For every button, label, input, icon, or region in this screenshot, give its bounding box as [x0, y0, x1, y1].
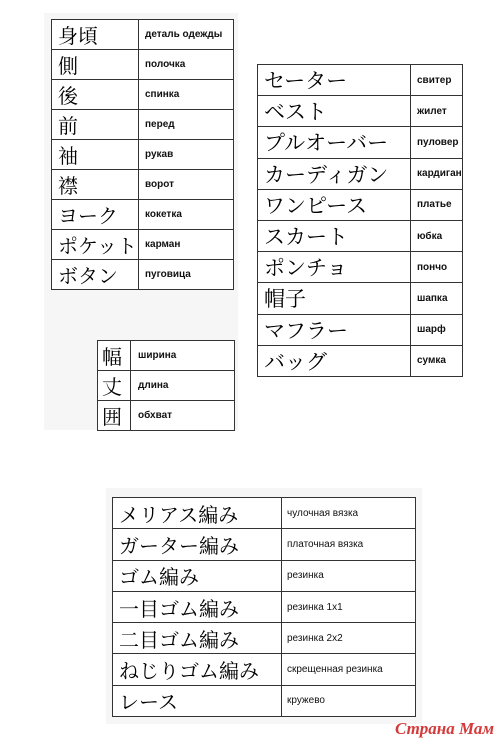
russian-translation: ширина — [131, 341, 235, 371]
table-row — [258, 345, 463, 376]
japanese-term: 一目ゴム編み — [113, 591, 282, 622]
table-row — [113, 498, 416, 529]
japanese-term: プルオーバー — [258, 127, 411, 158]
russian-translation: спинка — [139, 80, 234, 110]
table-row — [52, 110, 234, 140]
japanese-term: 幅 — [98, 341, 131, 371]
stitches-rows — [113, 498, 416, 717]
russian-translation: юбка — [411, 220, 463, 251]
japanese-term: ゴム編み — [113, 560, 282, 591]
watermark-logo: Страна Мам — [394, 719, 494, 738]
japanese-term: 帽子 — [258, 283, 411, 314]
table-row — [52, 20, 234, 50]
japanese-term: マフラー — [258, 314, 411, 345]
table-row — [52, 200, 234, 230]
japanese-term: スカート — [258, 220, 411, 251]
russian-translation: обхват — [131, 401, 235, 431]
russian-translation: пуговица — [139, 260, 234, 290]
japanese-term: ワンピース — [258, 189, 411, 220]
russian-translation: деталь одежды — [139, 20, 234, 50]
russian-translation: платье — [411, 189, 463, 220]
measurements-rows — [98, 341, 235, 431]
garments-table — [257, 64, 463, 377]
russian-translation: пуловер — [411, 127, 463, 158]
russian-translation: резинка — [282, 560, 416, 591]
garment-parts-rows — [52, 20, 234, 290]
table-row — [113, 623, 416, 654]
russian-translation: шапка — [411, 283, 463, 314]
russian-translation: свитер — [411, 65, 463, 96]
garment-parts-table — [51, 19, 234, 290]
table-row — [52, 80, 234, 110]
table-row — [52, 140, 234, 170]
table-row — [258, 127, 463, 158]
table-row — [113, 529, 416, 560]
table-row — [258, 283, 463, 314]
japanese-term: 丈 — [98, 371, 131, 401]
table-row — [52, 170, 234, 200]
russian-translation: полочка — [139, 50, 234, 80]
table-row — [258, 220, 463, 251]
garments-rows — [258, 65, 463, 377]
table-row — [258, 252, 463, 283]
table-row — [258, 189, 463, 220]
russian-translation: пончо — [411, 252, 463, 283]
japanese-term: ヨーク — [52, 200, 139, 230]
table-row — [113, 654, 416, 685]
russian-translation: перед — [139, 110, 234, 140]
russian-translation: чулочная вязка — [282, 498, 416, 529]
table-row — [98, 371, 235, 401]
russian-translation: ворот — [139, 170, 234, 200]
table-row — [258, 96, 463, 127]
japanese-term: メリアス編み — [113, 498, 282, 529]
japanese-term: 後 — [52, 80, 139, 110]
table-row — [52, 230, 234, 260]
japanese-term: 袖 — [52, 140, 139, 170]
japanese-term: バッグ — [258, 345, 411, 376]
russian-translation: шарф — [411, 314, 463, 345]
russian-translation: кардиган — [411, 158, 463, 189]
japanese-term: ボタン — [52, 260, 139, 290]
japanese-term: 身頃 — [52, 20, 139, 50]
japanese-term: 襟 — [52, 170, 139, 200]
russian-translation: скрещенная резинка — [282, 654, 416, 685]
table-row — [52, 260, 234, 290]
table-row — [258, 314, 463, 345]
russian-translation: кокетка — [139, 200, 234, 230]
table-row — [52, 50, 234, 80]
russian-translation: рукав — [139, 140, 234, 170]
russian-translation: жилет — [411, 96, 463, 127]
stitches-table — [112, 497, 416, 717]
table-row — [98, 341, 235, 371]
table-row — [98, 401, 235, 431]
japanese-term: ガーター編み — [113, 529, 282, 560]
russian-translation: резинка 2х2 — [282, 623, 416, 654]
japanese-term: ポケット — [52, 230, 139, 260]
russian-translation: сумка — [411, 345, 463, 376]
table-row — [113, 591, 416, 622]
measurements-table — [97, 340, 235, 431]
japanese-term: 囲 — [98, 401, 131, 431]
japanese-term: 側 — [52, 50, 139, 80]
japanese-term: 二目ゴム編み — [113, 623, 282, 654]
table-row — [113, 560, 416, 591]
russian-translation: длина — [131, 371, 235, 401]
table-row — [113, 685, 416, 716]
table-row — [258, 158, 463, 189]
russian-translation: карман — [139, 230, 234, 260]
russian-translation: платочная вязка — [282, 529, 416, 560]
japanese-term: ポンチョ — [258, 252, 411, 283]
japanese-term: カーディガン — [258, 158, 411, 189]
russian-translation: кружево — [282, 685, 416, 716]
japanese-term: レース — [113, 685, 282, 716]
japanese-term: ベスト — [258, 96, 411, 127]
japanese-term: 前 — [52, 110, 139, 140]
russian-translation: резинка 1х1 — [282, 591, 416, 622]
table-row — [258, 65, 463, 96]
japanese-term: セーター — [258, 65, 411, 96]
japanese-term: ねじりゴム編み — [113, 654, 282, 685]
